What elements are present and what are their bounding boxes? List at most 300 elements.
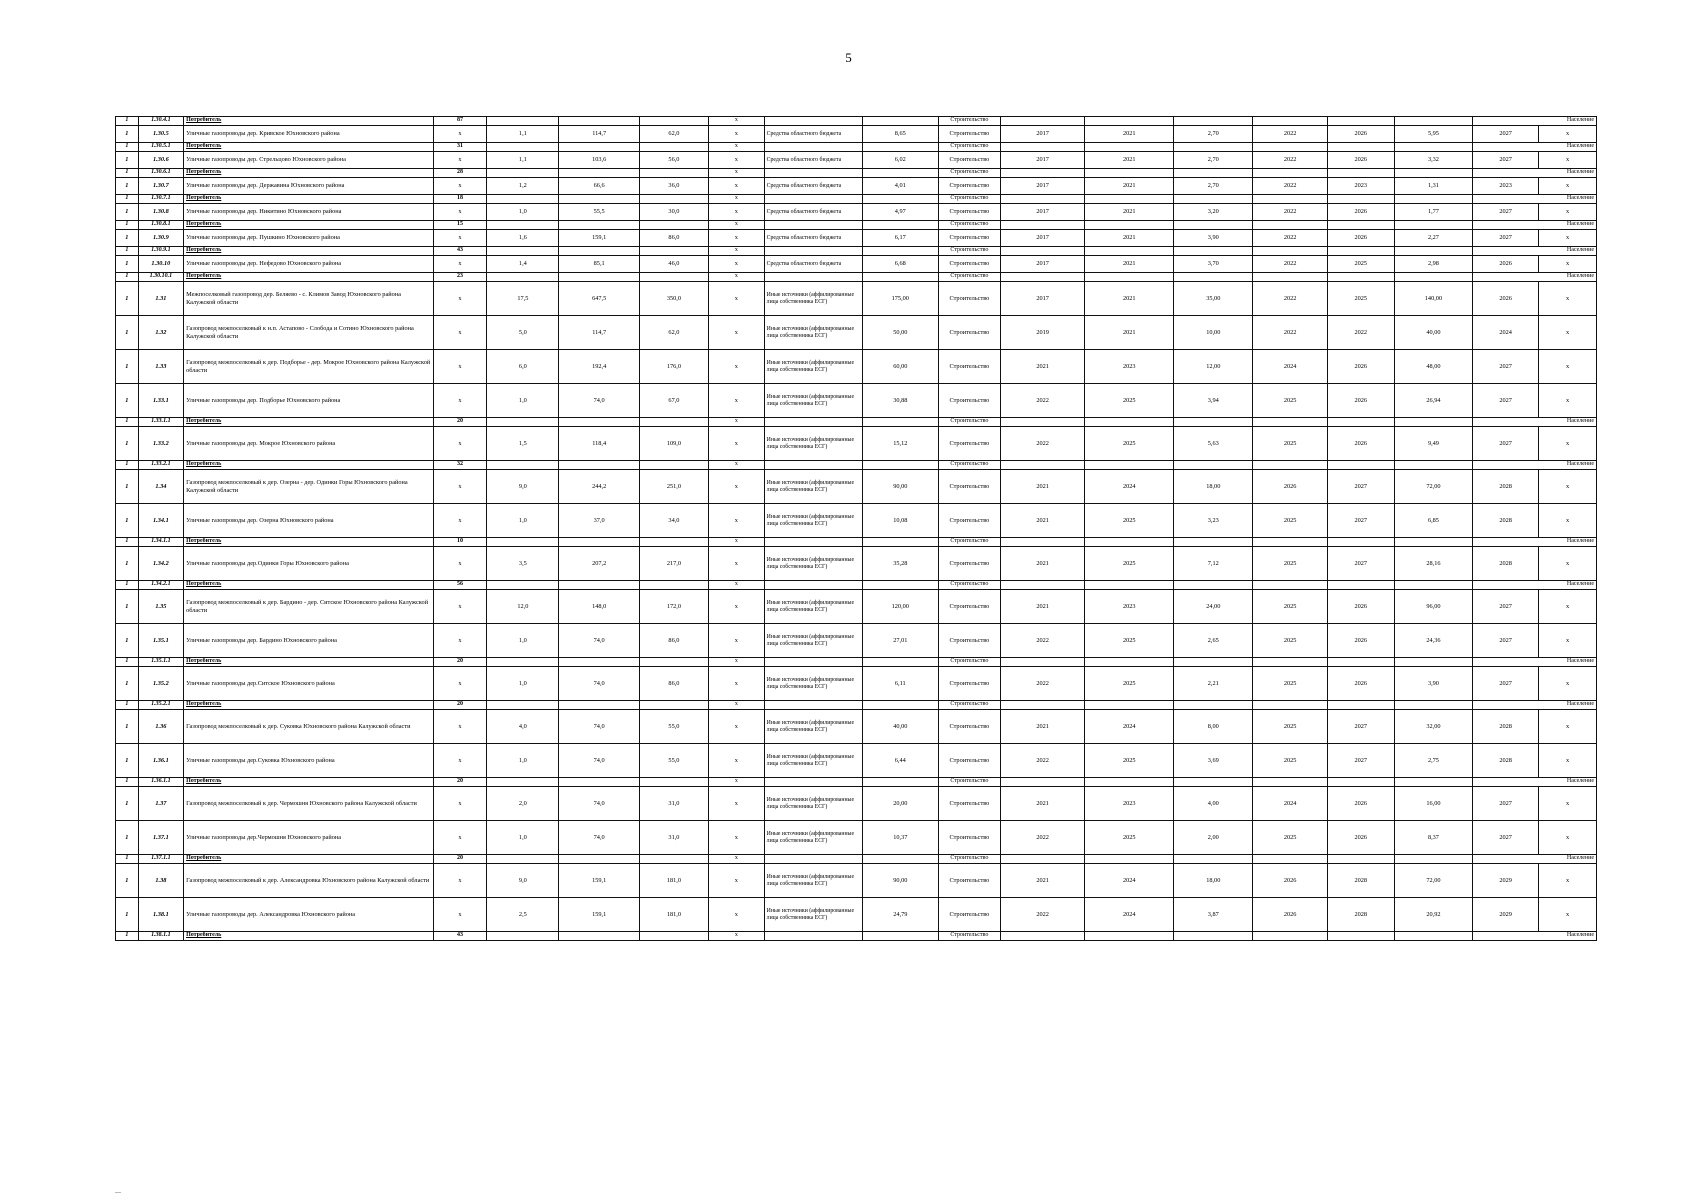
cell-col-1: 1.34.1.1 [138,538,183,547]
cell-col-0: 1 [116,710,139,744]
cell-col-18: x [1539,864,1597,898]
cell-col-8: Иные источники (аффилированные лица собственника ЕСГ) [764,624,862,658]
cell-col-5 [559,117,639,126]
cell-col-6 [639,701,708,710]
cell-col-12: 2025 [1085,821,1174,855]
cell-col-1: 1.30.6.1 [138,169,183,178]
cell-col-2: Газопровод межпоселковый к дер. Чермошня Юхновского района Калужской области [184,787,434,821]
cell-col-2: Газопровод межпоселковый к дер. Бардино - дер. Ситское Юхновского района Калужской области [184,590,434,624]
cell-col-15 [1327,932,1394,941]
cell-col-8 [764,221,862,230]
cell-col-12: 2025 [1085,667,1174,701]
cell-col-14: 2025 [1253,744,1327,778]
cell-col-0: 1 [116,864,139,898]
cell-col-11 [1000,701,1085,710]
cell-col-9: 30,88 [862,384,938,418]
cell-col-6 [639,778,708,787]
cell-col-10: Строительство [938,658,1000,667]
cell-col-15: 2027 [1327,504,1394,538]
cell-col-0: 1 [116,152,139,169]
cell-col-8 [764,581,862,590]
cell-col-7: x [708,898,764,932]
cell-col-0: 1 [116,316,139,350]
cell-col-3: x [433,427,487,461]
cell-col-3: 32 [433,461,487,470]
cell-col-14: 2022 [1253,126,1327,143]
table-row [116,744,1597,778]
cell-col-6 [639,538,708,547]
cell-col-6: 217,0 [639,547,708,581]
cell-col-7: x [708,178,764,195]
cell-col-15: 2026 [1327,667,1394,701]
consumer-row [116,117,1597,126]
cell-col-2: Уличные газопроводы дер. Кривское Юхновского района [184,126,434,143]
cell-col-10: Строительство [938,590,1000,624]
cell-col-3: x [433,504,487,538]
cell-col-6: 62,0 [639,316,708,350]
cell-col-10: Строительство [938,247,1000,256]
cell-col-5: 74,0 [559,624,639,658]
cell-col-12 [1085,658,1174,667]
cell-col-0: 1 [116,221,139,230]
cell-col-7: x [708,864,764,898]
cell-col-16 [1394,461,1472,470]
cell-col-13: 7,12 [1174,547,1253,581]
cell-col-2: Уличные газопроводы дер. Никитино Юхновского района [184,204,434,221]
cell-col-8 [764,247,862,256]
cell-col-10: Строительство [938,256,1000,273]
cell-col-5 [559,701,639,710]
cell-col-13 [1174,538,1253,547]
cell-col-14 [1253,247,1327,256]
cell-col-16: 72,00 [1394,864,1472,898]
cell-col-12 [1085,855,1174,864]
table-row [116,624,1597,658]
cell-col-17: 2027 [1473,427,1539,461]
cell-col-11: 2019 [1000,316,1085,350]
cell-col-11 [1000,143,1085,152]
cell-col-8: Иные источники (аффилированные лица собственника ЕСГ) [764,667,862,701]
cell-col-9 [862,273,938,282]
cell-col-17: 2028 [1473,744,1539,778]
cell-col-10: Строительство [938,143,1000,152]
cell-col-9: 6,17 [862,230,938,247]
table-row [116,590,1597,624]
cell-col-7: x [708,247,764,256]
cell-col-15 [1327,195,1394,204]
cell-col-9: 120,00 [862,590,938,624]
cell-col-6: 55,0 [639,710,708,744]
cell-col-13: 18,00 [1174,864,1253,898]
cell-col-17: 2027 [1473,667,1539,701]
cell-col-9 [862,538,938,547]
cell-col-15: 2026 [1327,204,1394,221]
cell-col-2: Уличные газопроводы дер. Александровка Юхновского района [184,898,434,932]
cell-col-3: 15 [433,221,487,230]
cell-col-16: 8,37 [1394,821,1472,855]
cell-col-0: 1 [116,143,139,152]
cell-col-5: 74,0 [559,744,639,778]
cell-col-17: Население [1473,221,1597,230]
cell-col-0: 1 [116,247,139,256]
cell-col-2: Потребитель [184,538,434,547]
cell-col-15 [1327,778,1394,787]
cell-col-0: 1 [116,932,139,941]
cell-col-0: 1 [116,581,139,590]
cell-col-14: 2026 [1253,864,1327,898]
cell-col-10: Строительство [938,221,1000,230]
cell-col-4: 1,0 [487,744,559,778]
cell-col-2: Уличные газопроводы дер. Подборье Юхновского района [184,384,434,418]
cell-col-17: Население [1473,855,1597,864]
cell-col-11: 2021 [1000,710,1085,744]
cell-col-9 [862,461,938,470]
cell-col-2: Уличные газопроводы дер. Державина Юхновского района [184,178,434,195]
cell-col-11: 2017 [1000,178,1085,195]
cell-col-9: 24,79 [862,898,938,932]
cell-col-6 [639,855,708,864]
cell-col-18: x [1539,427,1597,461]
cell-col-4: 1,0 [487,821,559,855]
page-number: 5 [845,50,852,65]
cell-col-11 [1000,538,1085,547]
cell-col-9 [862,195,938,204]
cell-col-10: Строительство [938,821,1000,855]
cell-col-13: 24,00 [1174,590,1253,624]
cell-col-9 [862,221,938,230]
cell-col-10: Строительство [938,864,1000,898]
cell-col-5: 159,1 [559,864,639,898]
cell-col-8: Средства областного бюджета [764,204,862,221]
cell-col-7: x [708,117,764,126]
cell-col-1: 1.30.9 [138,230,183,247]
cell-col-14: 2025 [1253,624,1327,658]
cell-col-16: 5,95 [1394,126,1472,143]
cell-col-9 [862,658,938,667]
cell-col-7: x [708,384,764,418]
cell-col-3: 23 [433,273,487,282]
cell-col-16: 26,94 [1394,384,1472,418]
cell-col-0: 1 [116,701,139,710]
cell-col-4: 6,0 [487,350,559,384]
cell-col-14: 2026 [1253,898,1327,932]
table-row [116,230,1597,247]
cell-col-10: Строительство [938,778,1000,787]
cell-col-2: Газопровод межпоселковый к дер. Александровка Юхновского района Калужской области [184,864,434,898]
cell-col-12: 2025 [1085,624,1174,658]
cell-col-2: Уличные газопроводы дер. Нефедово Юхновского района [184,256,434,273]
cell-col-5: 74,0 [559,821,639,855]
cell-col-2: Потребитель [184,932,434,941]
cell-col-7: x [708,538,764,547]
cell-col-12 [1085,461,1174,470]
cell-col-18: x [1539,547,1597,581]
cell-col-10: Строительство [938,932,1000,941]
cell-col-1: 1.30.10 [138,256,183,273]
cell-col-16: 24,36 [1394,624,1472,658]
cell-col-16 [1394,418,1472,427]
cell-col-4: 17,5 [487,282,559,316]
cell-col-7: x [708,418,764,427]
cell-col-14 [1253,418,1327,427]
cell-col-5: 118,4 [559,427,639,461]
cell-col-1: 1.32 [138,316,183,350]
cell-col-10: Строительство [938,230,1000,247]
cell-col-7: x [708,230,764,247]
cell-col-15 [1327,658,1394,667]
cell-col-1: 1.30.5.1 [138,143,183,152]
cell-col-8 [764,117,862,126]
cell-col-10: Строительство [938,316,1000,350]
cell-col-2: Потребитель [184,778,434,787]
cell-col-17: 2023 [1473,178,1539,195]
cell-col-6: 36,0 [639,178,708,195]
cell-col-15 [1327,538,1394,547]
cell-col-15: 2026 [1327,787,1394,821]
cell-col-3: 20 [433,418,487,427]
cell-col-4 [487,247,559,256]
cell-col-10: Строительство [938,667,1000,701]
cell-col-15: 2023 [1327,178,1394,195]
cell-col-7: x [708,701,764,710]
cell-col-9 [862,143,938,152]
cell-col-17: Население [1473,538,1597,547]
cell-col-1: 1.34.2.1 [138,581,183,590]
cell-col-1: 1.30.6 [138,152,183,169]
cell-col-18: x [1539,667,1597,701]
cell-col-15 [1327,418,1394,427]
cell-col-11: 2022 [1000,667,1085,701]
cell-col-12 [1085,195,1174,204]
cell-col-18: x [1539,787,1597,821]
cell-col-16 [1394,143,1472,152]
cell-col-13 [1174,117,1253,126]
cell-col-13 [1174,418,1253,427]
table-row [116,384,1597,418]
cell-col-12 [1085,581,1174,590]
cell-col-13: 3,87 [1174,898,1253,932]
cell-col-14 [1253,195,1327,204]
cell-col-7: x [708,547,764,581]
cell-col-12: 2023 [1085,350,1174,384]
cell-col-5: 159,1 [559,230,639,247]
cell-col-0: 1 [116,117,139,126]
cell-col-13: 3,69 [1174,744,1253,778]
cell-col-6: 172,0 [639,590,708,624]
cell-col-12 [1085,117,1174,126]
cell-col-1: 1.33.1.1 [138,418,183,427]
cell-col-17: 2028 [1473,547,1539,581]
cell-col-17: 2028 [1473,470,1539,504]
cell-col-14: 2022 [1253,256,1327,273]
cell-col-5: 85,1 [559,256,639,273]
cell-col-6: 30,0 [639,204,708,221]
cell-col-7: x [708,667,764,701]
cell-col-17: 2028 [1473,710,1539,744]
cell-col-6: 181,0 [639,898,708,932]
cell-col-1: 1.34.1 [138,504,183,538]
cell-col-8: Иные источники (аффилированные лица собственника ЕСГ) [764,821,862,855]
cell-col-7: x [708,316,764,350]
cell-col-0: 1 [116,778,139,787]
cell-col-10: Строительство [938,547,1000,581]
cell-col-7: x [708,504,764,538]
cell-col-1: 1.30.7 [138,178,183,195]
cell-col-17: Население [1473,701,1597,710]
cell-col-15: 2026 [1327,821,1394,855]
cell-col-3: x [433,350,487,384]
consumer-row [116,701,1597,710]
cell-col-10: Строительство [938,855,1000,864]
table-row [116,178,1597,195]
cell-col-6 [639,461,708,470]
cell-col-10: Строительство [938,418,1000,427]
cell-col-6 [639,143,708,152]
cell-col-12: 2021 [1085,178,1174,195]
cell-col-6: 350,0 [639,282,708,316]
cell-col-16: 72,00 [1394,470,1472,504]
cell-col-17: 2028 [1473,504,1539,538]
cell-col-0: 1 [116,256,139,273]
cell-col-7: x [708,256,764,273]
cell-col-1: 1.30.8 [138,204,183,221]
cell-col-8: Иные источники (аффилированные лица собственника ЕСГ) [764,590,862,624]
cell-col-11: 2022 [1000,624,1085,658]
cell-col-16: 2,75 [1394,744,1472,778]
cell-col-5: 159,1 [559,898,639,932]
cell-col-16: 96,00 [1394,590,1472,624]
cell-col-17: 2027 [1473,152,1539,169]
table-row [116,350,1597,384]
cell-col-16 [1394,701,1472,710]
cell-col-4 [487,461,559,470]
cell-col-17: 2027 [1473,126,1539,143]
cell-col-6: 56,0 [639,152,708,169]
cell-col-16: 48,00 [1394,350,1472,384]
cell-col-15 [1327,855,1394,864]
cell-col-2: Газопровод межпоселковый к дер. Подборье - дер. Мокрое Юхновского района Калужской области [184,350,434,384]
cell-col-6: 176,0 [639,350,708,384]
cell-col-11 [1000,221,1085,230]
cell-col-4 [487,143,559,152]
cell-col-6: 62,0 [639,126,708,143]
cell-col-8 [764,195,862,204]
cell-col-3: 56 [433,581,487,590]
cell-col-3: x [433,152,487,169]
cell-col-17: Население [1473,658,1597,667]
cell-col-12: 2021 [1085,126,1174,143]
cell-col-10: Строительство [938,624,1000,658]
cell-col-0: 1 [116,470,139,504]
cell-col-9 [862,169,938,178]
cell-col-14 [1253,855,1327,864]
cell-col-1: 1.34 [138,470,183,504]
cell-col-3: x [433,256,487,273]
cell-col-5: 37,0 [559,504,639,538]
table-row [116,787,1597,821]
cell-col-15 [1327,247,1394,256]
consumer-row [116,932,1597,941]
cell-col-11: 2021 [1000,470,1085,504]
table-row [116,898,1597,932]
cell-col-13: 2,65 [1174,624,1253,658]
cell-col-11 [1000,461,1085,470]
cell-col-17: 2027 [1473,384,1539,418]
cell-col-7: x [708,590,764,624]
cell-col-15 [1327,273,1394,282]
cell-col-17: 2027 [1473,230,1539,247]
cell-col-9: 10,08 [862,504,938,538]
cell-col-9: 60,00 [862,350,938,384]
cell-col-3: 10 [433,538,487,547]
table-row [116,821,1597,855]
cell-col-16: 16,00 [1394,787,1472,821]
cell-col-3: 43 [433,247,487,256]
cell-col-3: x [433,624,487,658]
cell-col-15: 2027 [1327,470,1394,504]
cell-col-2: Потребитель [184,221,434,230]
consumer-row [116,461,1597,470]
cell-col-3: x [433,282,487,316]
cell-col-1: 1.30.10.1 [138,273,183,282]
cell-col-5 [559,581,639,590]
cell-col-7: x [708,126,764,143]
cell-col-3: x [433,230,487,247]
cell-col-8: Средства областного бюджета [764,152,862,169]
cell-col-16: 2,98 [1394,256,1472,273]
cell-col-2: Уличные газопроводы дер.Одинки Горы Юхновского района [184,547,434,581]
cell-col-17: 2027 [1473,204,1539,221]
cell-col-12 [1085,247,1174,256]
cell-col-14: 2026 [1253,470,1327,504]
cell-col-15 [1327,461,1394,470]
table-row [116,504,1597,538]
cell-col-13: 2,70 [1174,152,1253,169]
cell-col-7: x [708,658,764,667]
cell-col-6: 31,0 [639,787,708,821]
cell-col-9: 4,97 [862,204,938,221]
cell-col-1: 1.35.2.1 [138,701,183,710]
cell-col-10: Строительство [938,898,1000,932]
cell-col-14 [1253,273,1327,282]
cell-col-13 [1174,581,1253,590]
cell-col-0: 1 [116,590,139,624]
cell-col-17: Население [1473,461,1597,470]
cell-col-4: 1,2 [487,178,559,195]
table-row [116,710,1597,744]
cell-col-13 [1174,273,1253,282]
cell-col-7: x [708,350,764,384]
cell-col-1: 1.30.5 [138,126,183,143]
cell-col-12 [1085,932,1174,941]
cell-col-1: 1.38 [138,864,183,898]
cell-col-13: 2,21 [1174,667,1253,701]
cell-col-9 [862,778,938,787]
cell-col-9: 6,44 [862,744,938,778]
cell-col-12: 2021 [1085,230,1174,247]
cell-col-0: 1 [116,350,139,384]
cell-col-9: 4,01 [862,178,938,195]
cell-col-11 [1000,855,1085,864]
cell-col-3: x [433,787,487,821]
cell-col-8: Иные источники (аффилированные лица собственника ЕСГ) [764,350,862,384]
cell-col-9: 6,11 [862,667,938,701]
cell-col-0: 1 [116,169,139,178]
cell-col-14: 2025 [1253,667,1327,701]
cell-col-12: 2024 [1085,898,1174,932]
cell-col-11: 2021 [1000,547,1085,581]
cell-col-4 [487,778,559,787]
